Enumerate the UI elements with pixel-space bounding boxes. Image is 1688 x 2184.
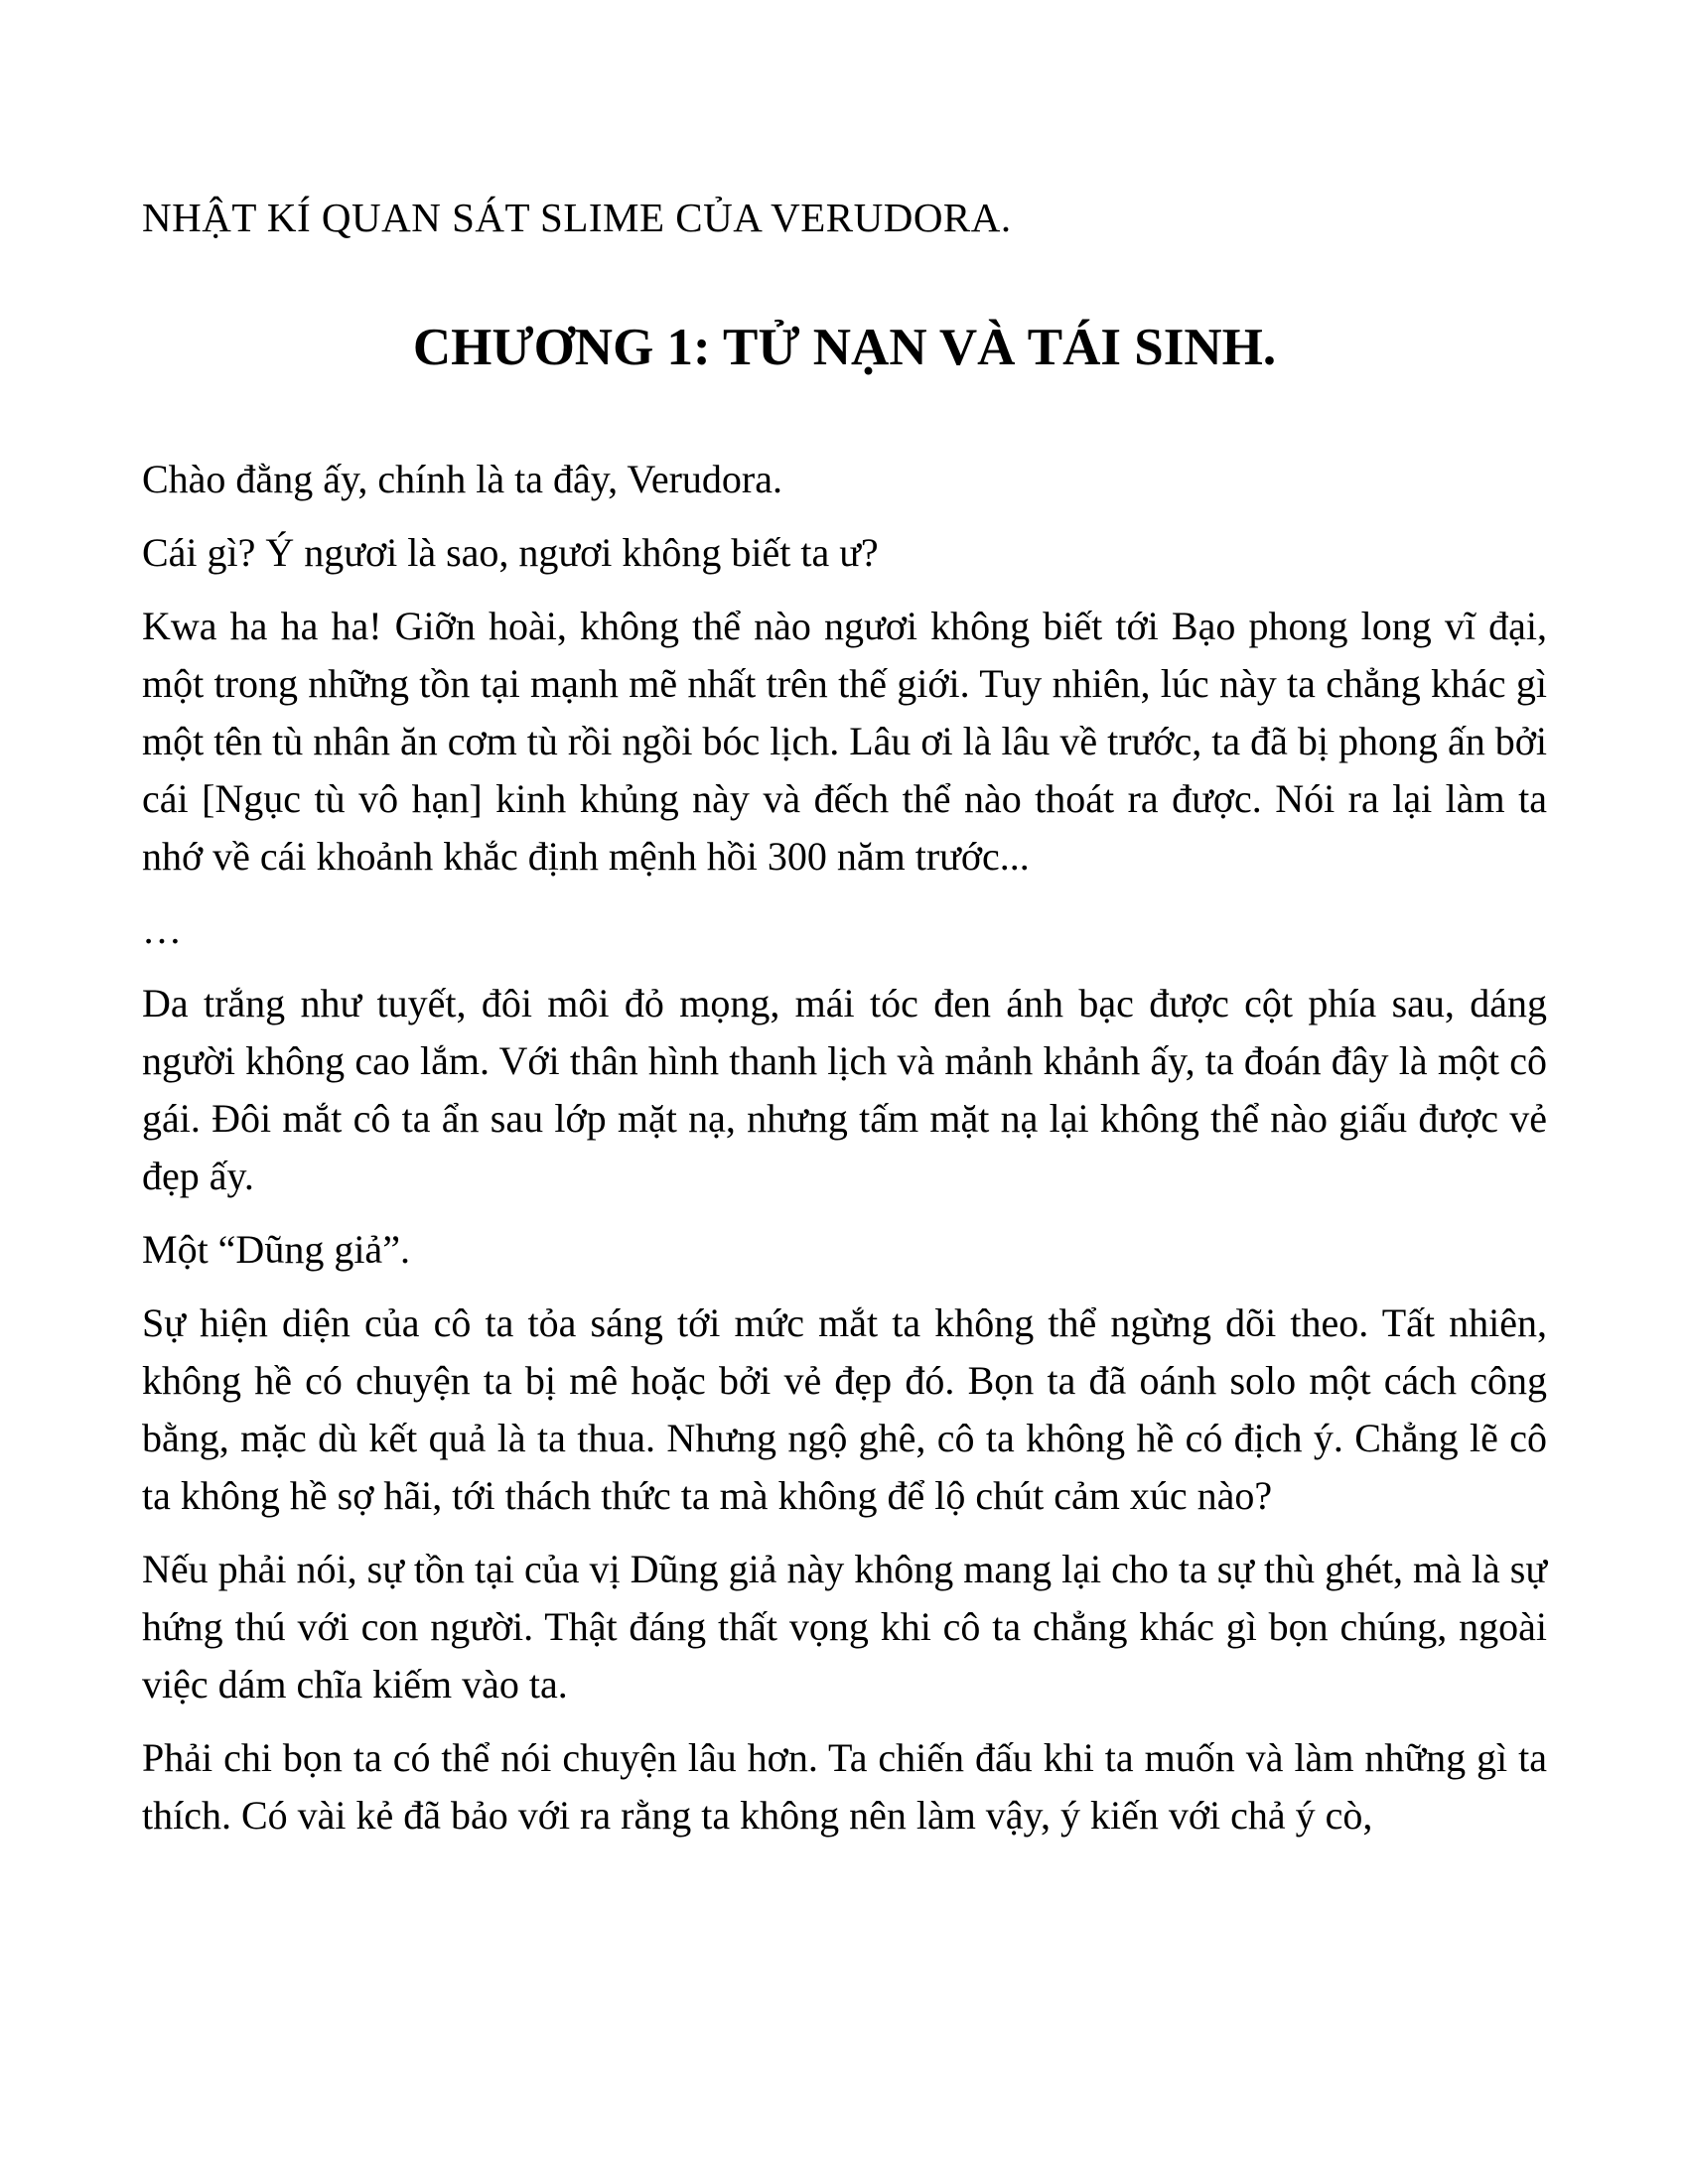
paragraph: Kwa ha ha ha! Giỡn hoài, không thể nào ngươi không biết tới Bạo phong long vĩ đại, một trong những tồn tại mạnh mẽ nhất trên thế giới. Tuy nhiên, lúc này ta chẳng khác gì một tên tù nhân ăn cơm tù rồi ngồi bóc lịch. Lâu ơi là lâu về trước, ta đã bị phong ấn bởi cái [Ngục tù vô hạn] kinh khủng này và đếch thể nào thoát ra được. Nói ra lại làm ta nhớ về cái khoảnh khắc định mệnh hồi 300 năm trước... (142, 604, 1547, 879)
paragraph: Da trắng như tuyết, đôi môi đỏ mọng, mái tóc đen ánh bạc được cột phía sau, dáng người không cao lắm. Với thân hình thanh lịch và mảnh khảnh ấy, ta đoán đây là một cô gái. Đôi mắt cô ta ẩn sau lớp mặt nạ, nhưng tấm mặt nạ lại không thể nào giấu được vẻ đẹp ấy. (142, 981, 1547, 1198)
paragraph: Nếu phải nói, sự tồn tại của vị Dũng giả này không mang lại cho ta sự thù ghét, mà là sự hứng thú với con người. Thật đáng thất vọng khi cô ta chẳng khác gì bọn chúng, ngoài việc dám chĩa kiếm vào ta. (142, 1547, 1547, 1706)
paragraph: Phải chi bọn ta có thể nói chuyện lâu hơn. Ta chiến đấu khi ta muốn và làm những gì ta thích. Có vài kẻ đã bảo với ra rằng ta không nên làm vậy, ý kiến với chả ý cò, (142, 1735, 1547, 1838)
paragraph: Một “Dũng giả”. (142, 1227, 410, 1272)
paragraph: Sự hiện diện của cô ta tỏa sáng tới mức mắt ta không thể ngừng dõi theo. Tất nhiên, không hề có chuyện ta bị mê hoặc bởi vẻ đẹp đó. Bọn ta đã oánh solo một cách công bằng, mặc dù kết quả là ta thua. Nhưng ngộ ghê, cô ta không hề có địch ý. Chẳng lẽ cô ta không hề sợ hãi, tới thách thức ta mà không để lộ chút cảm xúc nào? (142, 1300, 1547, 1518)
paragraph: Cái gì? Ý ngươi là sao, ngươi không biết ta ư? (142, 530, 879, 575)
paragraph: … (142, 907, 182, 952)
paragraph: Chào đằng ấy, chính là ta đây, Verudora. (142, 457, 782, 501)
document-body (142, 451, 1547, 1844)
document-title: NHẬT KÍ QUAN SÁT SLIME CỦA VERUDORA. (142, 195, 1012, 240)
chapter-heading: CHƯƠNG 1: TỬ NẠN VÀ TÁI SINH. (412, 319, 1277, 376)
